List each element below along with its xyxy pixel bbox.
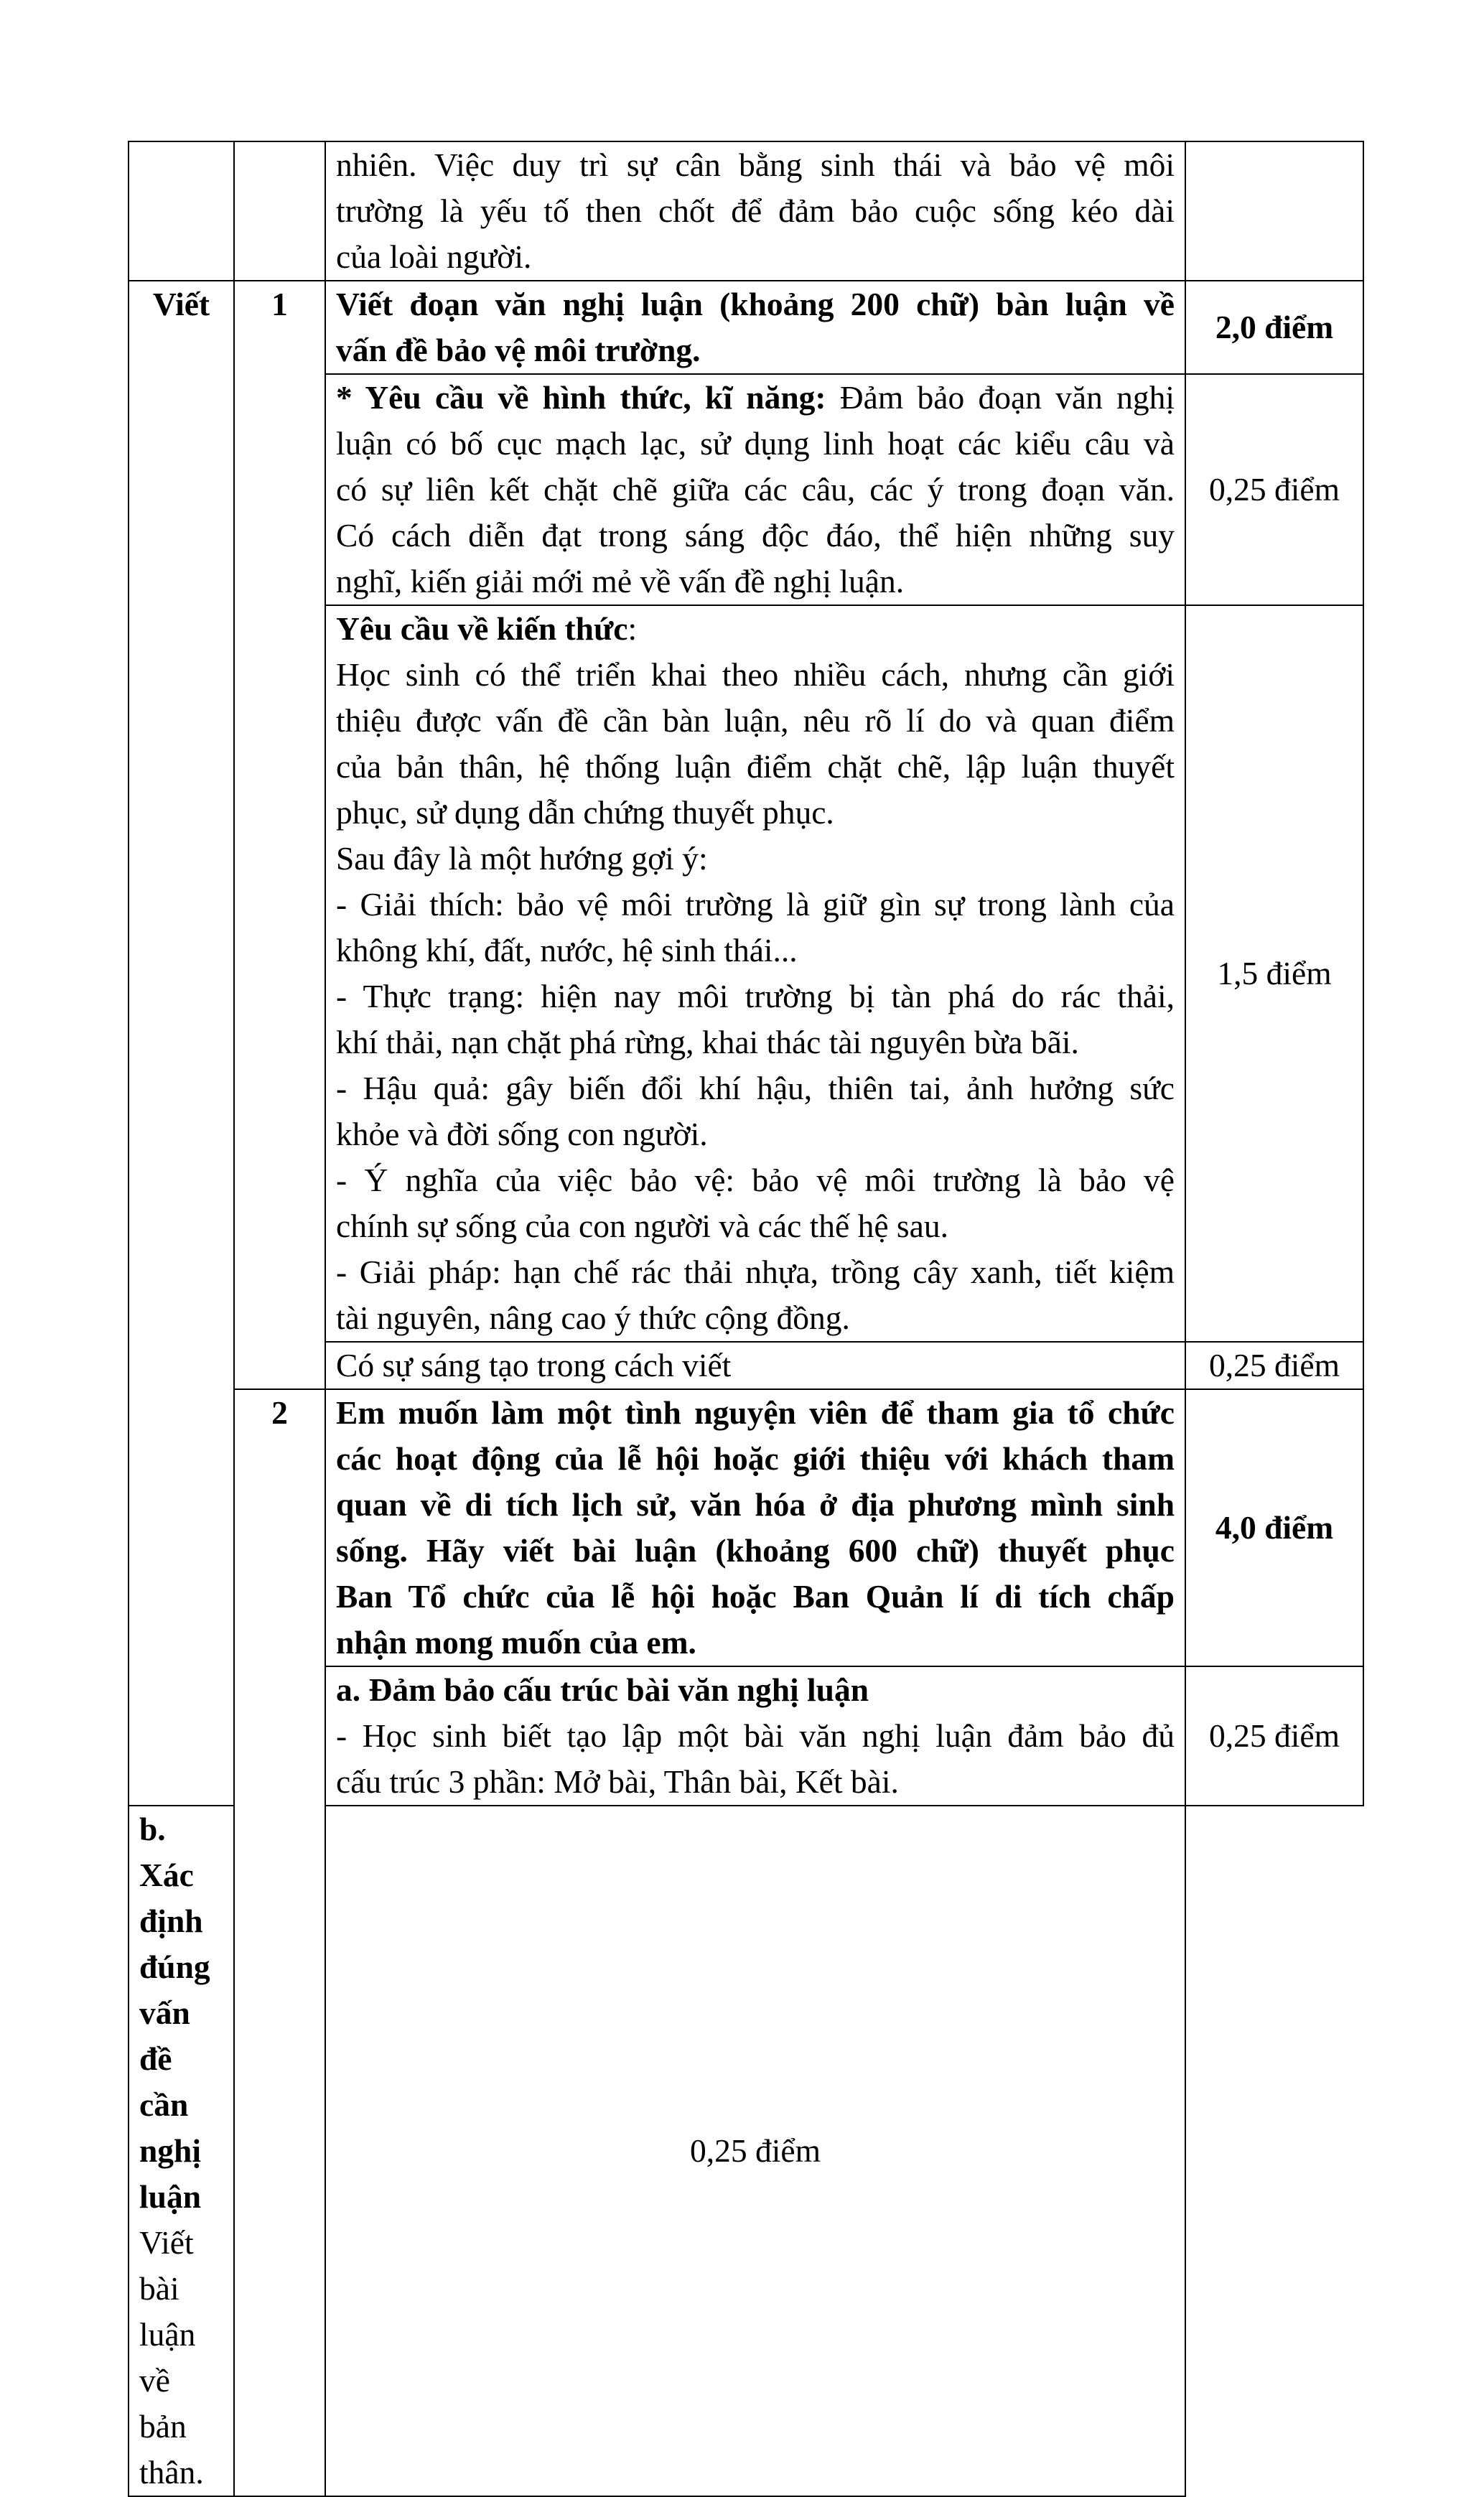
q1-form-score: 0,25 điểm: [1185, 374, 1363, 605]
issue-heading: b. Xác định đúng vấn đề cần nghị luận: [139, 1811, 210, 2215]
q2-issue: b. Xác định đúng vấn đề cần nghị luận Viết bài luận về bản thân.: [129, 1806, 234, 2496]
structure-heading: a. Đảm bảo cấu trúc bài văn nghị luận: [336, 1671, 869, 1708]
number-cell-empty: [234, 141, 325, 281]
q1-prompt-score: 2,0 điểm: [1185, 281, 1363, 374]
form-requirements-label: * Yêu cầu về hình thức, kĩ năng:: [336, 379, 826, 416]
q2-prompt-score: 4,0 điểm: [1185, 1389, 1363, 1666]
table-row-q2-prompt: [129, 1389, 1363, 1666]
question-number-2: 2: [234, 1389, 325, 2496]
section-label-cell: [129, 281, 234, 1806]
knowledge-requirements-label: Yêu cầu về kiến thức: [336, 610, 628, 647]
q1-creativity-score: 0,25 điểm: [1185, 1342, 1363, 1389]
question-number-1: 1: [234, 281, 325, 1389]
q2-prompt: Em muốn làm một tình nguyện viên để tham gia tổ chức các hoạt động của lễ hội hoặc giới thiệu với khách tham quan về di tích lịch sử, văn hóa ở địa phương mình sinh sống. Hãy viết bài luận (khoảng 600 chữ) thuyết phục Ban Tổ chức của lễ hội hoặc Ban Quản lí di tích chấp nhận mong muốn của em.: [325, 1389, 1185, 1666]
section-label: Viết: [152, 286, 210, 322]
q2-issue-score: 0,25 điểm: [325, 1806, 1185, 2496]
q1-knowledge-requirements: Yêu cầu về kiến thức: Học sinh có thể triển khai theo nhiều cách, nhưng cần giới thiệu được vấn đề cần bàn luận, nêu rõ lí do và quan điểm của bản thân, hệ thống luận điểm chặt chẽ, lập luận thuyết phục, sử dụng dẫn chứng thuyết phục. Sau đây là một hướng gợi ý: - Giải thích: bảo vệ môi trường là giữ gìn sự trong lành của không khí, đất, nước, hệ sinh thái... - Thực trạng: hiện nay môi trường bị tàn phá do rác thải, khí thải, nạn chặt phá rừng, khai thác tài nguyên bừa bãi. - Hậu quả: gây biến đổi khí hậu, thiên tai, ảnh hưởng sức khỏe và đời sống con người. - Ý nghĩa của việc bảo vệ: bảo vệ môi trường là bảo vệ chính sự sống của con người và các thế hệ sau. - Giải pháp: hạn chế rác thải nhựa, trồng cây xanh, tiết kiệm tài nguyên, nâng cao ý thức cộng đồng.: [325, 605, 1185, 1342]
section-cell-empty: [129, 141, 234, 281]
grading-rubric-table: [128, 141, 1364, 2497]
continuation-text: nhiên. Việc duy trì sự cân bằng sinh thái và bảo vệ môi trường là yếu tố then chốt để đảm bảo cuộc sống kéo dài của loài người.: [325, 141, 1185, 281]
q1-knowledge-score: 1,5 điểm: [1185, 605, 1363, 1342]
score-cell-empty: [1185, 141, 1363, 281]
q2-structure: a. Đảm bảo cấu trúc bài văn nghị luận - Học sinh biết tạo lập một bài văn nghị luận đảm bảo đủ cấu trúc 3 phần: Mở bài, Thân bài, Kết bài.: [325, 1666, 1185, 1806]
q2-structure-score: 0,25 điểm: [1185, 1666, 1363, 1806]
q1-prompt: Viết đoạn văn nghị luận (khoảng 200 chữ) bàn luận về vấn đề bảo vệ môi trường.: [325, 281, 1185, 374]
q1-creativity: Có sự sáng tạo trong cách viết: [325, 1342, 1185, 1389]
table-row-q1-prompt: [129, 281, 1363, 374]
q1-form-requirements: * Yêu cầu về hình thức, kĩ năng: Đảm bảo đoạn văn nghị luận có bố cục mạch lạc, sử dụng linh hoạt các kiểu câu và có sự liên kết chặt chẽ giữa các câu, các ý trong đoạn văn. Có cách diễn đạt trong sáng độc đáo, thể hiện những suy nghĩ, kiến giải mới mẻ về vấn đề nghị luận.: [325, 374, 1185, 605]
table-row-continuation: [129, 141, 1363, 281]
